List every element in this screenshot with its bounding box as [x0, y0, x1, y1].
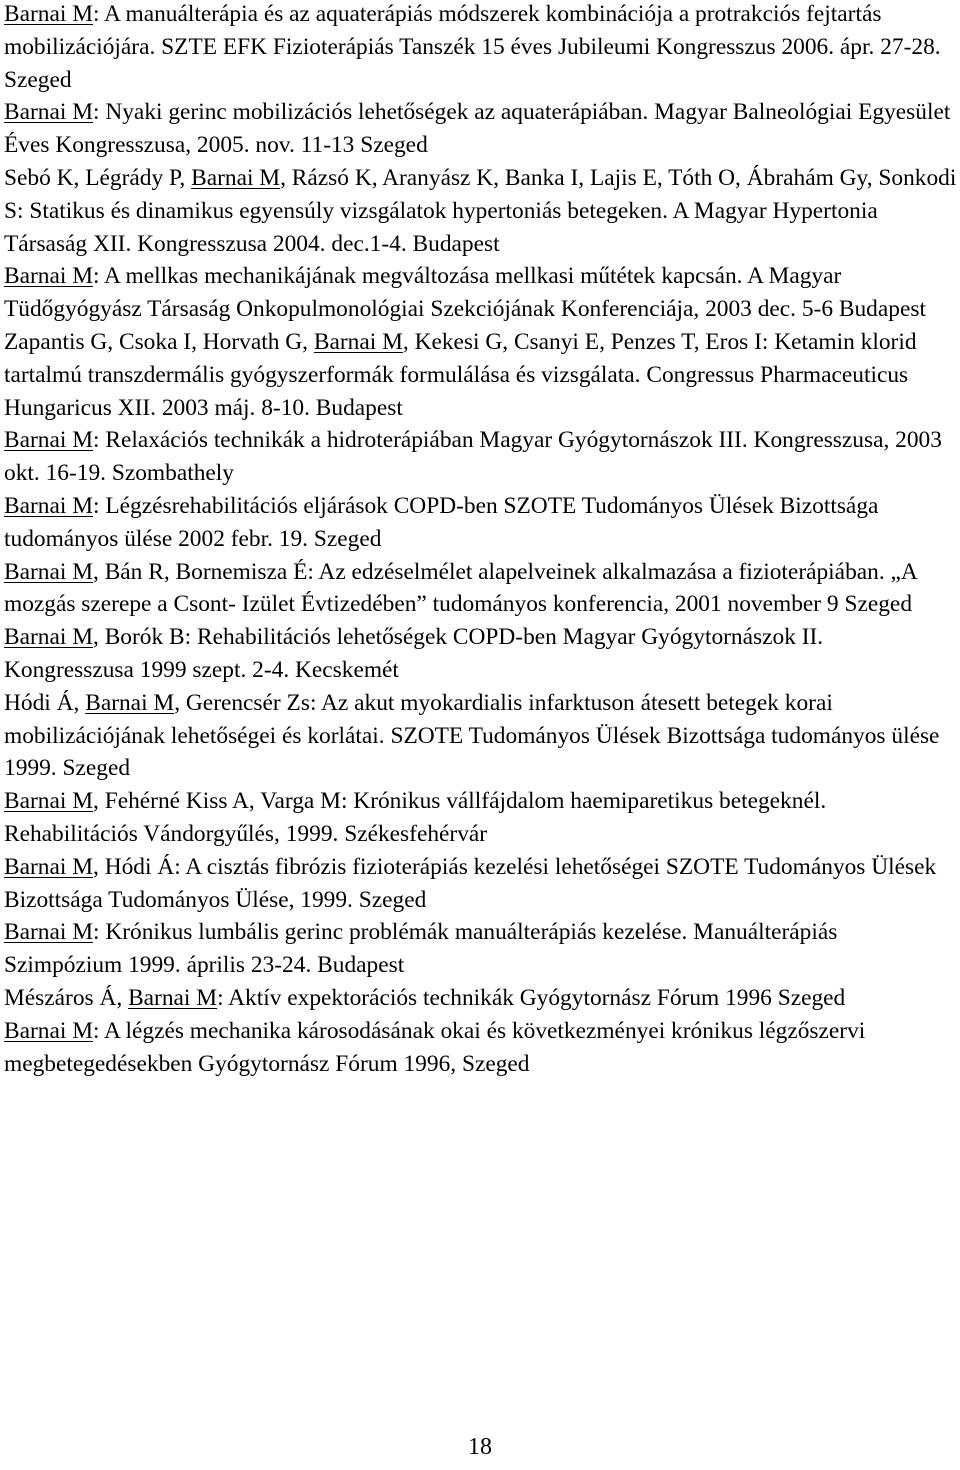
entry-pre-authors: Hódi Á,	[4, 689, 86, 716]
entry-text: , Kekesi G, Csanyi E, Penzes T, Eros I: Ketamin klorid tartalmú transzdermális gyógyszerformák formulálása és vizsgálata. Congressus Pharmaceuticus Hungaricus XII. 2003 máj. 8-10. Budapest	[4, 328, 917, 421]
highlighted-author: Barnai M	[4, 624, 93, 651]
highlighted-author: Barnai M	[4, 558, 93, 585]
highlighted-author: Barnai M	[85, 689, 175, 716]
highlighted-author: Barnai M	[4, 853, 93, 880]
publication-entry	[4, 982, 958, 1015]
entry-text: , Bán R, Bornemisza É: Az edzéselmélet alapelveinek alkalmazása a fizioterápiában. „A mozgás szerepe a Csont- Izület Évtizedében” tudományos konferencia, 2001 november 9 Szeged	[4, 558, 917, 618]
highlighted-author: Barnai M	[128, 984, 218, 1011]
highlighted-author: Barnai M	[4, 492, 93, 519]
entry-text: : A mellkas mechanikájának megváltozása mellkasi műtétek kapcsán. A Magyar Tüdőgyógyász Társaság Onkopulmonológiai Szekciójának Konferenciája, 2003 dec. 5-6 Budapest	[4, 263, 926, 323]
publication-entry	[4, 326, 958, 424]
entry-pre-authors: Mészáros Á,	[4, 984, 129, 1011]
highlighted-author: Barnai M	[313, 328, 403, 355]
publication-entry	[4, 260, 958, 326]
page-number: 18	[468, 1434, 492, 1460]
publication-entry	[4, 785, 958, 851]
highlighted-author: Barnai M	[191, 164, 281, 191]
publication-entry	[4, 916, 958, 982]
entry-text: , Rázsó K, Aranyász K, Banka I, Lajis E, Tóth O, Ábrahám Gy, Sonkodi S: Statikus és dinamikus egyensúly vizsgálatok hypertoniás betegeken. A Magyar Hypertonia Társaság XII. Kongresszusa 2004. dec.1-4. Budapest	[4, 164, 957, 257]
highlighted-author: Barnai M	[4, 919, 93, 946]
publication-entry	[4, 424, 958, 490]
publication-entry	[4, 1015, 958, 1081]
highlighted-author: Barnai M	[4, 1017, 93, 1044]
entry-text: : A légzés mechanika károsodásának okai és következményei krónikus légzőszervi megbetegedésekben Gyógytornász Fórum 1996, Szeged	[4, 1017, 866, 1077]
entry-text: : Relaxációs technikák a hidroterápiában Magyar Gyógytornászok III. Kongresszusa, 2003 okt. 16-19. Szombathely	[4, 427, 942, 487]
entry-text: : Légzésrehabilitációs eljárások COPD-ben SZOTE Tudományos Ülések Bizottsága tudományos ülése 2002 febr. 19. Szeged	[4, 492, 879, 552]
highlighted-author: Barnai M	[4, 99, 93, 126]
entry-text: : Aktív expektorációs technikák Gyógytornász Fórum 1996 Szeged	[217, 984, 846, 1011]
entry-text: : A manuálterápia és az aquaterápiás módszerek kombinációja a protrakciós fejtartás mobilizációjára. SZTE EFK Fizioterápiás Tanszék 15 éves Jubileumi Kongresszus 2006. ápr. 27-28. Szeged	[4, 1, 941, 93]
entry-pre-authors: Sebó K, Légrády P,	[4, 164, 192, 191]
publication-entry	[4, 621, 958, 687]
entry-text: , Gerencsér Zs: Az akut myokardialis infarktuson átesett betegek korai mobilizációjának lehetőségei és korlátai. SZOTE Tudományos Ülések Bizottsága tudományos ülése 1999. Szeged	[4, 689, 940, 782]
publication-entry	[4, 556, 958, 622]
publication-entry	[4, 687, 958, 785]
highlighted-author: Barnai M	[4, 427, 93, 454]
publication-entry	[4, 162, 958, 260]
publication-entry	[4, 851, 958, 917]
entry-text: , Hódi Á: A cisztás fibrózis fizioterápiás kezelési lehetőségei SZOTE Tudományos Ülések Bizottsága Tudományos Ülése, 1999. Szeged	[4, 853, 937, 913]
entry-text: , Borók B: Rehabilitációs lehetőségek COPD-ben Magyar Gyógytornászok II. Kongresszusa 1999 szept. 2-4. Kecskemét	[4, 624, 824, 683]
publication-list	[4, 0, 958, 1080]
entry-pre-authors: Zapantis G, Csoka I, Horvath G,	[4, 328, 314, 355]
highlighted-author: Barnai M	[4, 263, 93, 290]
highlighted-author: Barnai M	[4, 1, 93, 27]
publication-entry	[4, 96, 958, 162]
entry-text: : Nyaki gerinc mobilizációs lehetőségek az aquaterápiában. Magyar Balneológiai Egyesület Éves Kongresszusa, 2005. nov. 11-13 Szeged	[4, 99, 951, 159]
entry-text: : Krónikus lumbális gerinc problémák manuálterápiás kezelése. Manuálterápiás Szimpózium 1999. április 23-24. Budapest	[4, 919, 838, 979]
entry-text: , Fehérné Kiss A, Varga M: Krónikus vállfájdalom haemiparetikus betegeknél. Rehabilitációs Vándorgyűlés, 1999. Székesfehérvár	[4, 788, 827, 847]
publication-entry	[4, 490, 958, 556]
highlighted-author: Barnai M	[4, 788, 93, 815]
publication-entry	[4, 0, 958, 96]
